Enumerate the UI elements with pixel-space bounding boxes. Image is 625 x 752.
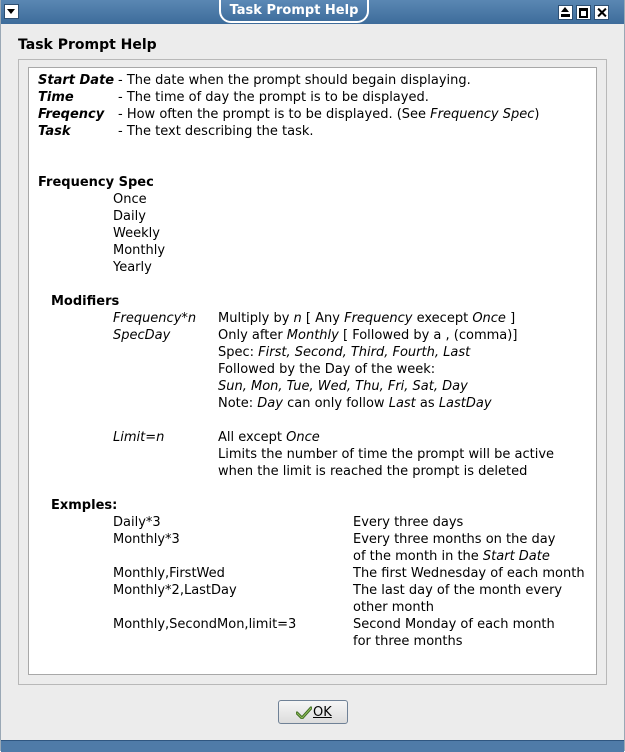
field-term-frequency: Freqency	[38, 107, 105, 122]
frequency-spec-item: Monthly	[113, 243, 166, 258]
close-icon[interactable]	[594, 5, 609, 20]
modifier-desc-specday-3: Followed by the Day of the week:	[218, 362, 436, 377]
modifier-desc-limit-3: when the limit is reached the prompt is deleted	[218, 464, 528, 479]
modifier-desc-specday-5: Note: Day can only follow Last as LastDay	[218, 396, 492, 411]
title-bar[interactable]	[1, 0, 624, 24]
maximize-icon[interactable]	[576, 5, 591, 20]
modifier-desc-limit-2: Limits the number of time the prompt will be active	[218, 447, 555, 462]
example-code: Monthly,FirstWed	[113, 566, 225, 581]
help-text-area[interactable]	[28, 67, 597, 675]
frequency-spec-item: Yearly	[113, 260, 152, 275]
check-icon	[296, 706, 312, 719]
window-title: Task Prompt Help	[219, 0, 369, 23]
modifier-desc-specday-1: Only after Monthly [ Followed by a , (comma)]	[218, 328, 518, 343]
shade-icon[interactable]	[558, 5, 573, 20]
ok-button-label: OK	[313, 705, 332, 720]
frequency-spec-item: Weekly	[113, 226, 160, 241]
field-desc-time: - The time of day the prompt is to be displayed.	[118, 90, 429, 105]
example-desc: The last day of the month every	[353, 583, 563, 598]
field-term-start-date: Start Date	[38, 73, 115, 88]
modifier-term-frequency-n: Frequency*n	[113, 311, 197, 326]
field-term-time: Time	[38, 90, 74, 105]
ok-button[interactable]	[278, 700, 348, 724]
example-code: Monthly*3	[113, 532, 180, 547]
modifiers-heading: Modifiers	[51, 294, 120, 309]
examples-heading: Exmples:	[51, 498, 118, 513]
frequency-spec-item: Once	[113, 192, 147, 207]
dialog-heading: Task Prompt Help	[18, 37, 157, 53]
example-desc: Second Monday of each month	[353, 617, 555, 632]
example-desc: Every three months on the day	[353, 532, 556, 547]
modifier-desc-limit-1: All except Once	[218, 430, 320, 445]
field-desc-start-date: - The date when the prompt should begain displaying.	[118, 73, 471, 88]
example-code: Daily*3	[113, 515, 161, 530]
frequency-spec-item: Daily	[113, 209, 146, 224]
modifier-desc-specday-2: Spec: First, Second, Third, Fourth, Last	[218, 345, 471, 360]
example-desc: The first Wednesday of each month	[353, 566, 585, 581]
modifier-desc-specday-4: Sun, Mon, Tue, Wed, Thu, Fri, Sat, Day	[218, 379, 468, 394]
modifier-term-limit: Limit=n	[113, 430, 165, 445]
field-term-task: Task	[38, 124, 71, 139]
example-desc: of the month in the Start Date	[353, 549, 550, 564]
example-desc: for three months	[353, 634, 463, 649]
example-desc: other month	[353, 600, 434, 615]
field-desc-task: - The text describing the task.	[118, 124, 314, 139]
example-desc: Every three days	[353, 515, 464, 530]
window-bottom-border	[1, 740, 624, 752]
field-desc-frequency: - How often the prompt is to be displayed. (See Frequency Spec)	[118, 107, 540, 122]
example-code: Monthly*2,LastDay	[113, 583, 237, 598]
modifier-desc-frequency-n: Multiply by n [ Any Frequency execept Once ]	[218, 311, 516, 326]
frequency-spec-heading: Frequency Spec	[38, 175, 154, 190]
modifier-term-specday: SpecDay	[113, 328, 171, 343]
window-menu-icon[interactable]	[4, 4, 19, 19]
example-code: Monthly,SecondMon,limit=3	[113, 617, 297, 632]
